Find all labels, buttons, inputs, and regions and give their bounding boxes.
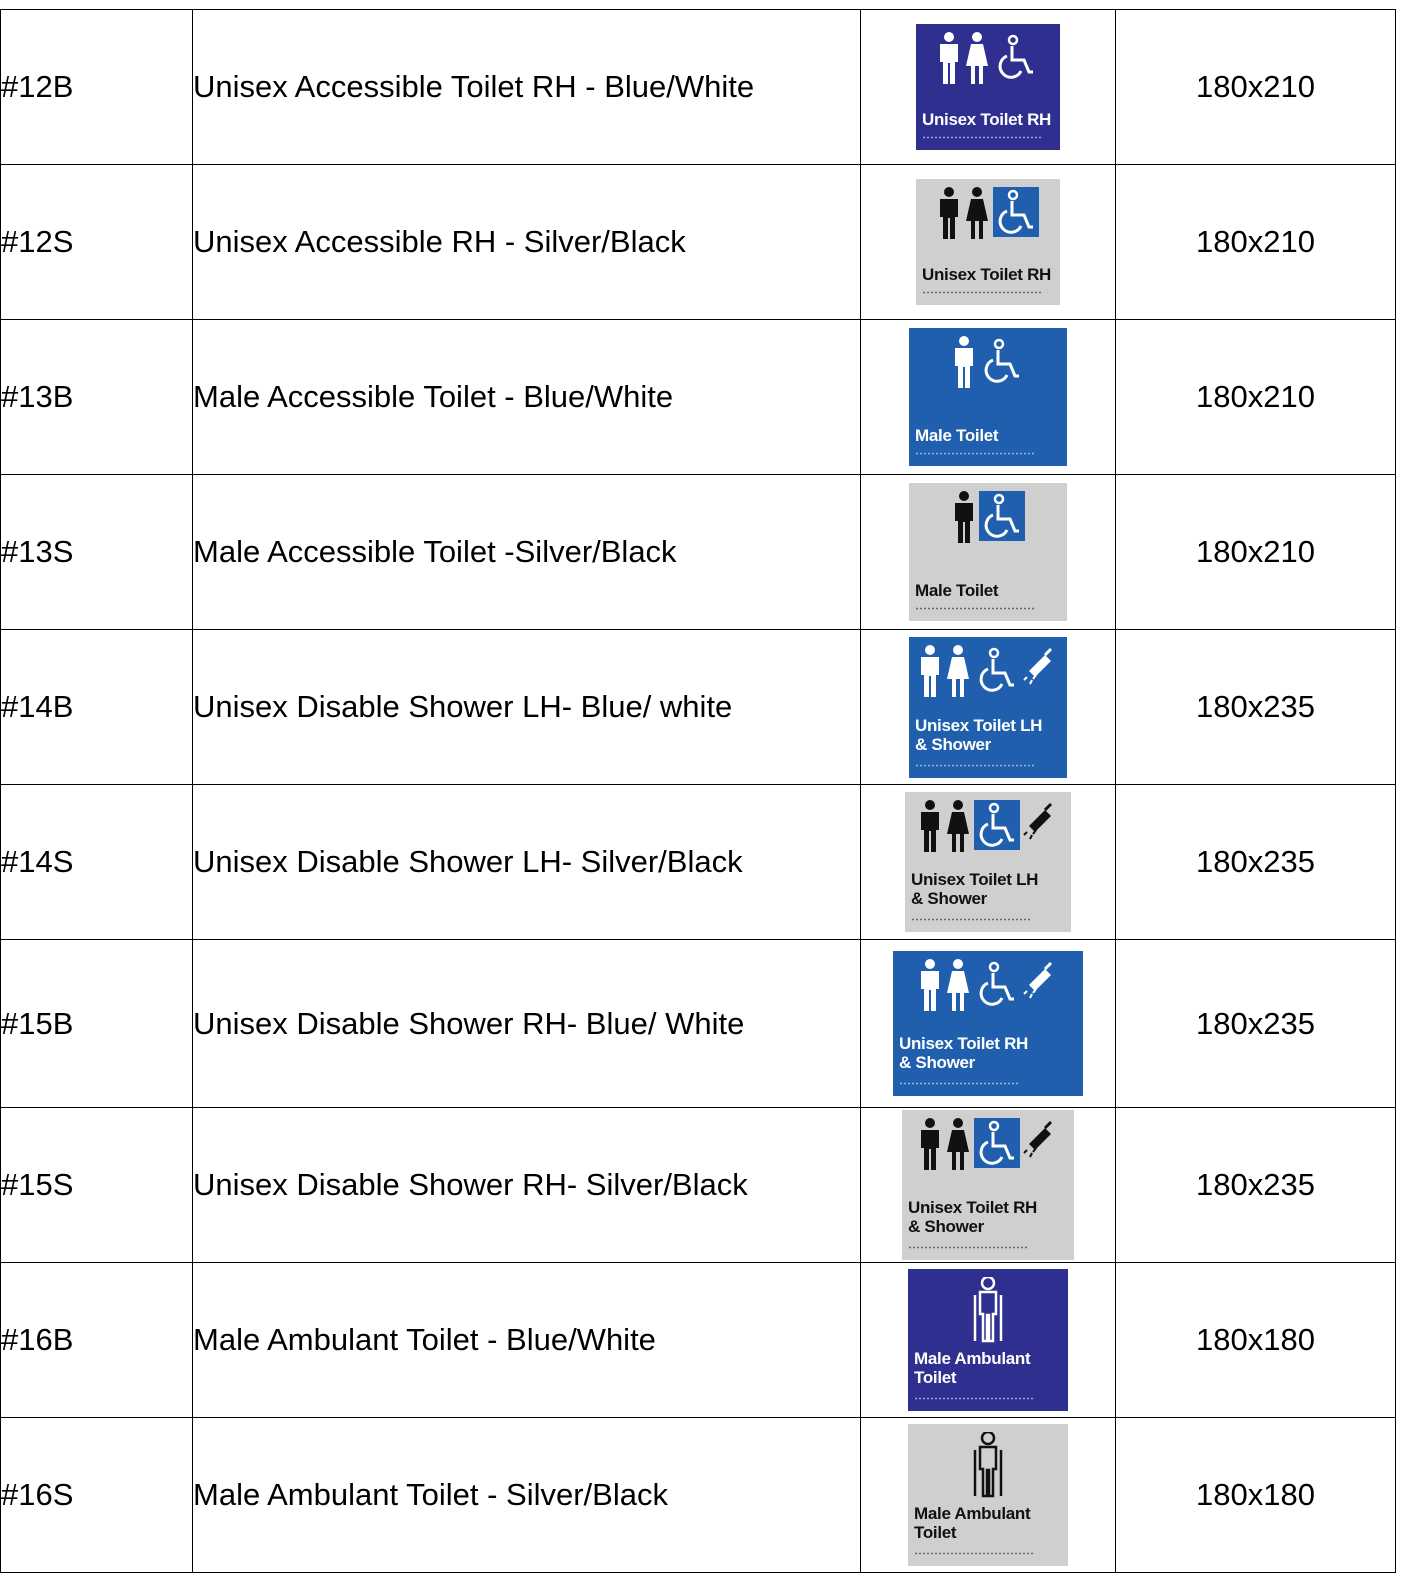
sign-text-line: Male Ambulant bbox=[914, 1504, 1031, 1523]
sign-icons bbox=[908, 1277, 1068, 1343]
braille-dots bbox=[908, 1246, 1028, 1249]
table-row bbox=[1, 785, 1396, 940]
item-code: #14B bbox=[1, 630, 193, 785]
male-icon bbox=[918, 959, 942, 1011]
table-row bbox=[1, 320, 1396, 475]
sign-text-line: & Shower bbox=[899, 1053, 976, 1072]
item-size: 180x180 bbox=[1116, 1263, 1396, 1418]
braille-dots bbox=[915, 764, 1035, 767]
sign-label bbox=[914, 1504, 1064, 1542]
item-size: 180x210 bbox=[1116, 165, 1396, 320]
item-code: #15B bbox=[1, 940, 193, 1108]
sign-image bbox=[905, 792, 1071, 932]
item-size: 180x210 bbox=[1116, 320, 1396, 475]
sign-text-line: Unisex Toilet RH bbox=[899, 1034, 1029, 1053]
table-row bbox=[1, 10, 1396, 165]
ambulant-icon bbox=[966, 1277, 1010, 1343]
female-icon bbox=[964, 32, 990, 84]
sign-image bbox=[908, 1269, 1068, 1411]
item-code: #12B bbox=[1, 10, 193, 165]
braille-dots bbox=[911, 918, 1031, 921]
item-size: 180x210 bbox=[1116, 475, 1396, 630]
sign-label bbox=[915, 716, 1063, 754]
shower-icon bbox=[1023, 1118, 1059, 1158]
item-description: Male Accessible Toilet -Silver/Black bbox=[193, 475, 861, 630]
male-icon bbox=[937, 187, 961, 239]
item-size: 180x235 bbox=[1116, 1108, 1396, 1263]
sign-image bbox=[916, 179, 1060, 305]
sign-text-line: Unisex Toilet RH bbox=[922, 110, 1052, 129]
table-row bbox=[1, 1108, 1396, 1263]
sign-image bbox=[909, 328, 1067, 466]
sign-icons bbox=[916, 32, 1060, 84]
female-icon bbox=[964, 187, 990, 239]
sign-catalog-table bbox=[0, 9, 1396, 1573]
sign-image-cell bbox=[861, 630, 1116, 785]
item-code: #16S bbox=[1, 1418, 193, 1573]
male-icon bbox=[952, 336, 976, 388]
sign-text-line: & Shower bbox=[915, 734, 992, 754]
item-size: 180x235 bbox=[1116, 785, 1396, 940]
sign-text-line: Unisex Toilet RH bbox=[922, 265, 1052, 284]
item-description: Male Accessible Toilet - Blue/White bbox=[193, 320, 861, 475]
item-size: 180x235 bbox=[1116, 630, 1396, 785]
item-size: 180x235 bbox=[1116, 940, 1396, 1108]
table-row bbox=[1, 475, 1396, 630]
item-code: #13S bbox=[1, 475, 193, 630]
item-description: Male Ambulant Toilet - Blue/White bbox=[193, 1263, 861, 1418]
item-description: Unisex Disable Shower LH- Silver/Black bbox=[193, 785, 861, 940]
item-description: Unisex Disable Shower RH- Blue/ White bbox=[193, 940, 861, 1108]
sign-image-cell bbox=[861, 940, 1116, 1108]
table-row bbox=[1, 1418, 1396, 1573]
accessible-icon bbox=[993, 32, 1039, 82]
accessible-icon bbox=[993, 187, 1039, 237]
shower-icon bbox=[1023, 959, 1059, 999]
braille-dots bbox=[914, 1397, 1034, 1400]
sign-image bbox=[916, 24, 1060, 150]
sign-icons bbox=[893, 959, 1083, 1011]
braille-dots bbox=[922, 136, 1042, 139]
braille-dots bbox=[899, 1082, 1019, 1085]
sign-label bbox=[899, 1034, 1079, 1072]
sign-text-line: Toilet bbox=[914, 1523, 957, 1542]
sign-image bbox=[909, 637, 1067, 778]
sign-text-line: Unisex Toilet LH bbox=[911, 870, 1039, 889]
table-row bbox=[1, 630, 1396, 785]
male-icon bbox=[952, 491, 976, 543]
sign-text-line: Unisex Toilet LH bbox=[915, 715, 1043, 735]
male-icon bbox=[918, 800, 942, 852]
shower-icon bbox=[1023, 645, 1059, 685]
accessible-icon bbox=[974, 800, 1020, 850]
accessible-icon bbox=[974, 959, 1020, 1009]
catalog-body bbox=[1, 10, 1396, 1573]
sign-icons bbox=[908, 1432, 1068, 1498]
accessible-icon bbox=[979, 491, 1025, 541]
item-code: #14S bbox=[1, 785, 193, 940]
item-size: 180x180 bbox=[1116, 1418, 1396, 1573]
male-icon bbox=[937, 32, 961, 84]
accessible-icon bbox=[974, 1118, 1020, 1168]
shower-icon bbox=[1023, 800, 1059, 840]
sign-icons bbox=[916, 187, 1060, 239]
sign-icons bbox=[902, 1118, 1074, 1170]
sign-label bbox=[922, 110, 1056, 129]
accessible-icon bbox=[979, 336, 1025, 386]
item-code: #16B bbox=[1, 1263, 193, 1418]
braille-dots bbox=[915, 607, 1035, 610]
item-code: #13B bbox=[1, 320, 193, 475]
sign-label bbox=[915, 426, 1063, 445]
sign-image-cell bbox=[861, 1263, 1116, 1418]
sign-text-line: Male Toilet bbox=[915, 426, 999, 445]
braille-dots bbox=[922, 291, 1042, 294]
male-icon bbox=[918, 1118, 942, 1170]
ambulant-icon bbox=[966, 1432, 1010, 1498]
male-icon bbox=[918, 645, 942, 697]
braille-dots bbox=[914, 1552, 1034, 1555]
item-description: Unisex Accessible RH - Silver/Black bbox=[193, 165, 861, 320]
sign-icons bbox=[905, 800, 1071, 852]
sign-label bbox=[915, 581, 1063, 600]
female-icon bbox=[945, 800, 971, 852]
female-icon bbox=[945, 1118, 971, 1170]
item-size: 180x210 bbox=[1116, 10, 1396, 165]
table-row bbox=[1, 165, 1396, 320]
sign-image-cell bbox=[861, 785, 1116, 940]
sign-label bbox=[922, 265, 1056, 284]
item-code: #15S bbox=[1, 1108, 193, 1263]
sign-label bbox=[911, 870, 1067, 908]
sign-text-line: Unisex Toilet RH bbox=[908, 1198, 1038, 1217]
sign-icons bbox=[909, 645, 1067, 697]
sign-text-line: & Shower bbox=[908, 1217, 985, 1236]
sign-image bbox=[908, 1424, 1068, 1566]
sign-image bbox=[902, 1110, 1074, 1260]
sign-icons bbox=[909, 491, 1067, 543]
item-description: Unisex Disable Shower RH- Silver/Black bbox=[193, 1108, 861, 1263]
sign-image bbox=[909, 483, 1067, 621]
accessible-icon bbox=[974, 645, 1020, 695]
sign-icons bbox=[909, 336, 1067, 388]
sign-text-line: Toilet bbox=[914, 1368, 957, 1387]
sign-text-line: & Shower bbox=[911, 889, 988, 908]
sign-text-line: Male Ambulant bbox=[914, 1349, 1031, 1368]
table-row bbox=[1, 940, 1396, 1108]
sign-image-cell bbox=[861, 10, 1116, 165]
female-icon bbox=[945, 645, 971, 697]
sign-text-line: Male Toilet bbox=[915, 581, 999, 600]
item-description: Male Ambulant Toilet - Silver/Black bbox=[193, 1418, 861, 1573]
sign-image-cell bbox=[861, 475, 1116, 630]
sign-image-cell bbox=[861, 1418, 1116, 1573]
sign-image bbox=[893, 951, 1083, 1096]
sign-label bbox=[908, 1198, 1070, 1236]
item-description: Unisex Accessible Toilet RH - Blue/White bbox=[193, 10, 861, 165]
table-row bbox=[1, 1263, 1396, 1418]
braille-dots bbox=[915, 452, 1035, 455]
sign-image-cell bbox=[861, 1108, 1116, 1263]
female-icon bbox=[945, 959, 971, 1011]
item-code: #12S bbox=[1, 165, 193, 320]
item-description: Unisex Disable Shower LH- Blue/ white bbox=[193, 630, 861, 785]
sign-image-cell bbox=[861, 320, 1116, 475]
sign-image-cell bbox=[861, 165, 1116, 320]
sign-label bbox=[914, 1349, 1064, 1387]
